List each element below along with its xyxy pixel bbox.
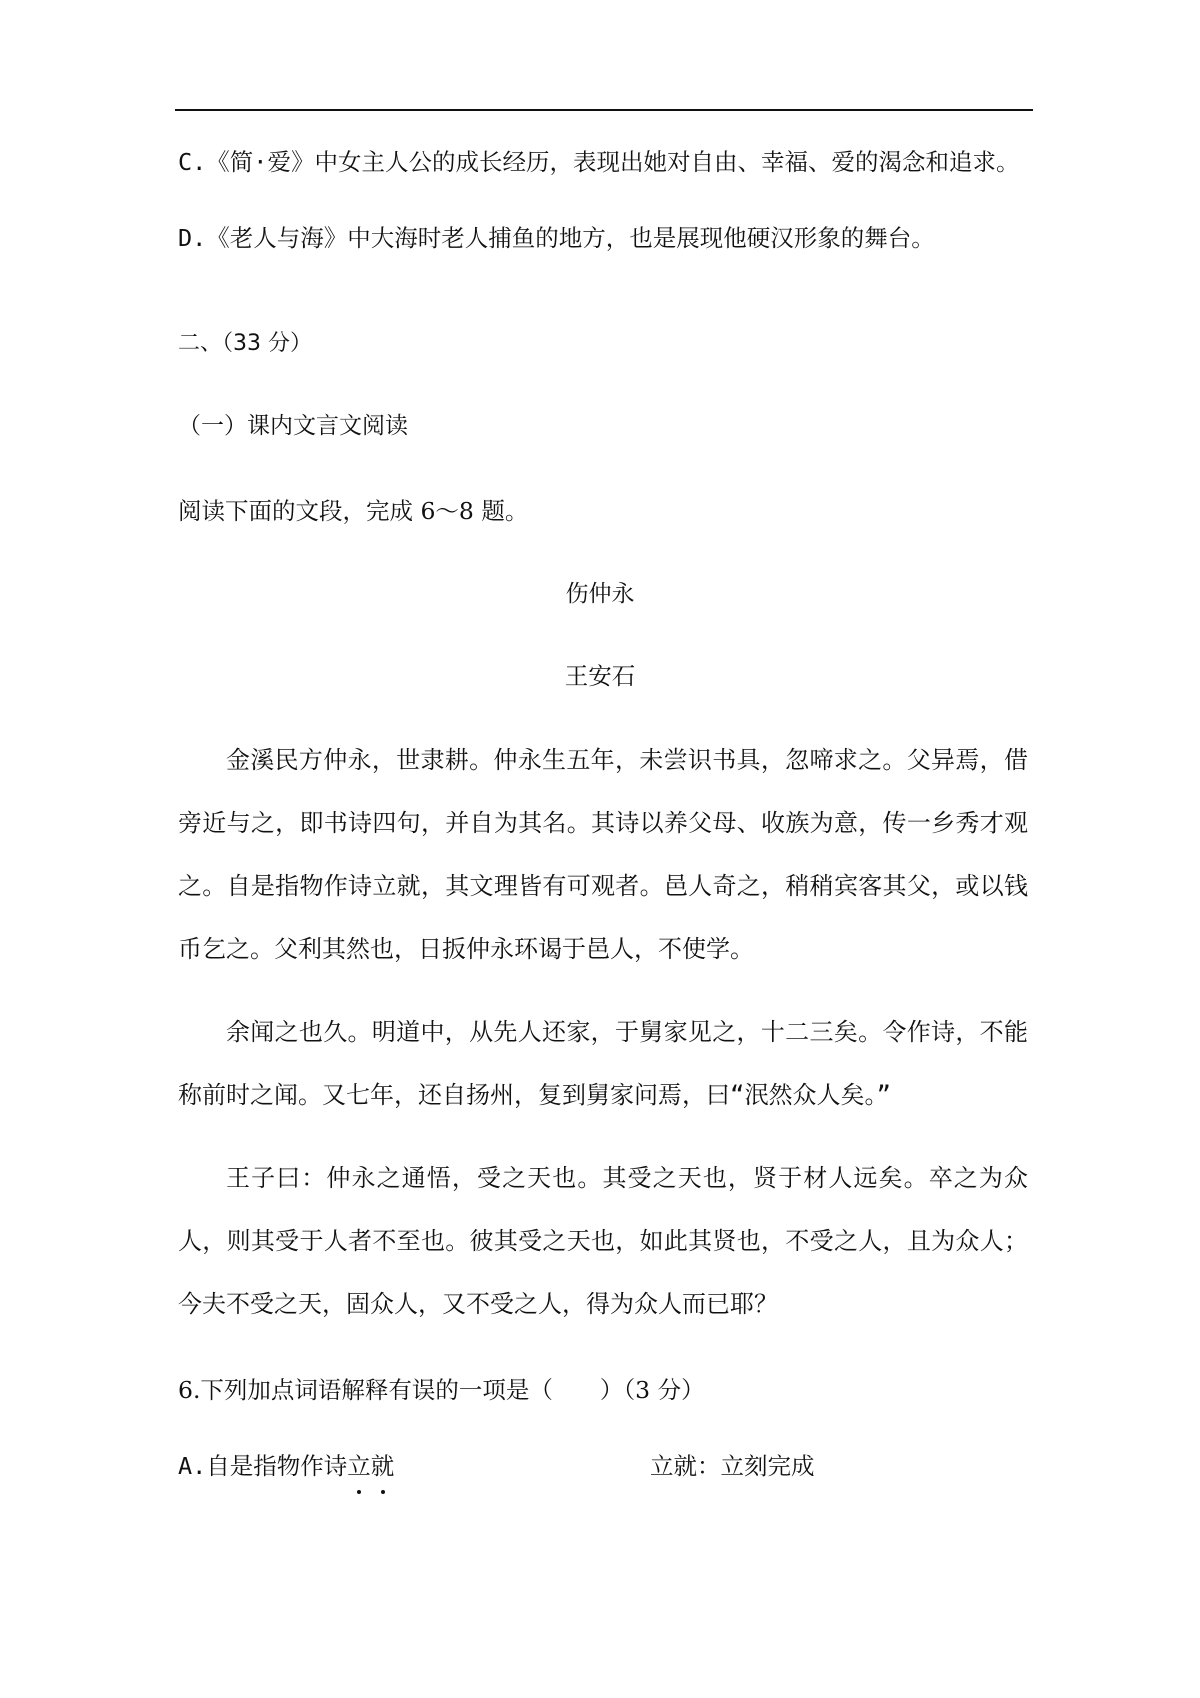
option-d: D.《老人与海》中大海时老人捕鱼的地方，也是展现他硬汉形象的舞台。 bbox=[178, 224, 935, 252]
instruction: 阅读下面的文段，完成 6～8 题。 bbox=[178, 497, 529, 525]
question-6-stem: 6.下列加点词语解释有误的一项是（ ）（3 分） bbox=[178, 1376, 705, 1404]
dotted-word bbox=[347, 1450, 394, 1482]
subsection-title: （一）课内文言文阅读 bbox=[178, 413, 408, 439]
section-title: 二、（33 分） bbox=[178, 331, 312, 356]
dotted-word-text: 立就 bbox=[347, 1452, 395, 1480]
passage-title: 伤仲永 bbox=[565, 581, 635, 607]
top-rule bbox=[175, 109, 1033, 111]
option-a-prefix: A.自是指物作诗 bbox=[178, 1452, 348, 1480]
passage-author: 王安石 bbox=[564, 662, 636, 690]
passage-paragraph-1: 金溪民方仲永，世隶耕。仲永生五年，未尝识书具，忽啼求之。父异焉，借旁近与之，即书诗四句，并自为其名。其诗以养父母、收族为意，传一乡秀才观之。自是指物作诗立就，其文理皆有可观者。邑人奇之，稍稍宾客其父，或以钱币乞之。父利其然也，日扳仲永环谒于邑人，不使学。 bbox=[178, 746, 1028, 963]
emphasis-dots bbox=[347, 1490, 394, 1494]
option-c: C.《简·爱》中女主人公的成长经历，表现出她对自由、幸福、爱的渴念和追求。 bbox=[178, 148, 1020, 176]
option-a-definition: 立就：立刻完成 bbox=[650, 1452, 815, 1480]
passage-paragraph-2: 余闻之也久。明道中，从先人还家，于舅家见之，十二三矣。令作诗，不能称前时之闻。又七年，还自扬州，复到舅家问焉，曰“泯然众人矣。” bbox=[178, 1018, 1028, 1109]
question-6-option-a bbox=[178, 1450, 1078, 1482]
passage-paragraph-3: 王子曰：仲永之通悟，受之天也。其受之天也，贤于材人远矣。卒之为众人，则其受于人者不至也。彼其受之天也，如此其贤也，不受之人，且为众人；今夫不受之天，固众人，又不受之人，得为众人而已耶？ bbox=[178, 1164, 1028, 1318]
